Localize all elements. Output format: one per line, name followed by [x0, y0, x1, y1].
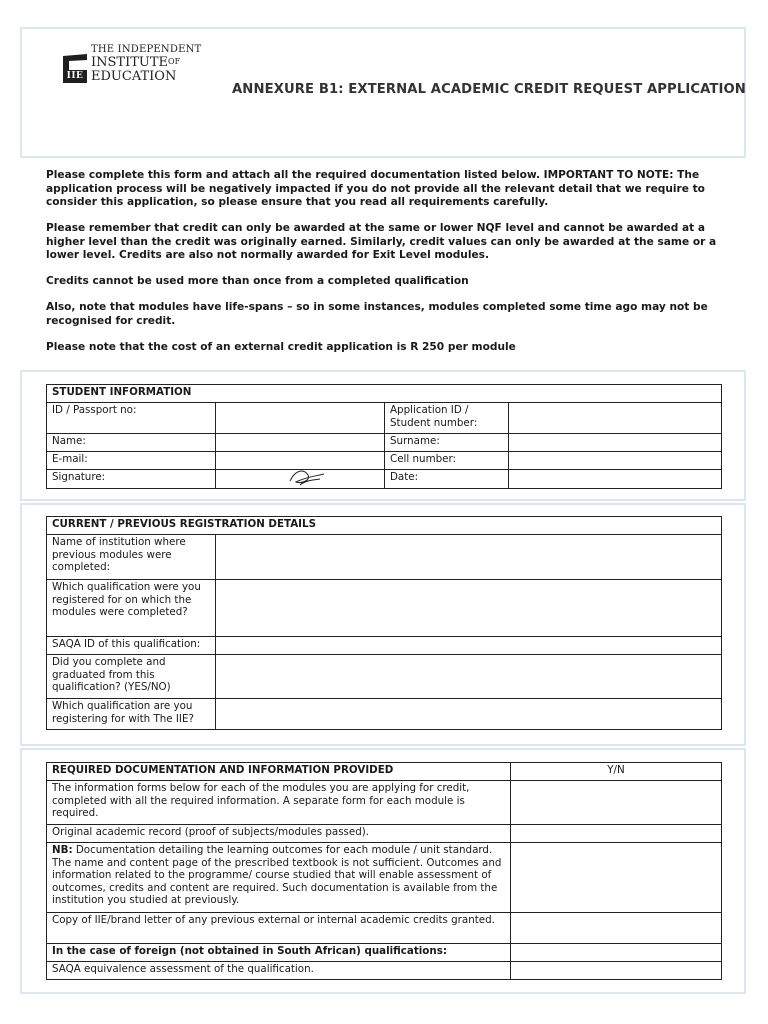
signature-label: Signature:	[47, 470, 216, 489]
application-id-label: Application ID / Student number:	[385, 403, 509, 434]
name-field[interactable]	[216, 434, 385, 452]
logo-institute: INSTITUTE	[91, 55, 169, 70]
doc-saqa-equivalence-yn[interactable]	[511, 962, 722, 980]
doc-academic-record-label: Original academic record (proof of subjects/modules passed).	[47, 825, 511, 843]
name-label: Name:	[47, 434, 216, 452]
registration-details-table	[46, 516, 722, 730]
logo-of: OF	[168, 57, 181, 66]
date-label: Date:	[385, 470, 509, 489]
completed-graduated-field[interactable]	[216, 655, 722, 699]
intro-paragraph-cost: Please note that the cost of an external credit application is R 250 per module	[46, 341, 516, 353]
doc-credits-letter-yn[interactable]	[511, 913, 722, 944]
logo-line-1: THE INDEPENDENT	[91, 44, 202, 55]
page-title: ANNEXURE B1: EXTERNAL ACADEMIC CREDIT REQUEST APPLICATION	[232, 82, 746, 97]
doc-saqa-equivalence-label: SAQA equivalence assessment of the qualification.	[47, 962, 511, 980]
intro-paragraph-lifespan: Also, note that modules have life-spans – so in some instances, modules completed some time ago may not be recognised for credit.	[46, 301, 708, 327]
student-info-table	[46, 384, 722, 489]
application-id-field[interactable]	[509, 403, 722, 434]
id-passport-field[interactable]	[216, 403, 385, 434]
doc-learning-outcomes-label	[47, 843, 511, 913]
iie-qualification-field[interactable]	[216, 699, 722, 730]
email-label: E-mail:	[47, 452, 216, 470]
iie-qualification-label: Which qualification are you registering for with The IIE?	[47, 699, 216, 730]
surname-label: Surname:	[385, 434, 509, 452]
intro-paragraph-important: Please complete this form and attach all the required documentation listed below. IMPORTANT TO NOTE: The application process will be negatively impacted if you do not provide all the relevant detail that we require to consider this application, so please ensure that you read all requirements carefully.	[46, 169, 705, 208]
documentation-heading: REQUIRED DOCUMENTATION AND INFORMATION PROVIDED	[47, 763, 511, 781]
signature-scribble-icon	[286, 470, 328, 488]
signature-field[interactable]	[216, 470, 385, 489]
doc-module-forms-yn[interactable]	[511, 781, 722, 825]
logo-line-2	[91, 56, 201, 69]
doc-module-forms-label: The information forms below for each of the modules you are applying for credit, completed with all the required information. A separate form for each module is required.	[47, 781, 511, 825]
cell-number-label: Cell number:	[385, 452, 509, 470]
doc-academic-record-yn[interactable]	[511, 825, 722, 843]
doc-learning-outcomes-yn[interactable]	[511, 843, 722, 913]
saqa-id-field[interactable]	[216, 637, 722, 655]
intro-paragraph-credits: Credits cannot be used more than once from a completed qualification	[46, 275, 469, 287]
qualification-registered-field[interactable]	[216, 580, 722, 637]
surname-field[interactable]	[509, 434, 722, 452]
yn-heading: Y/N	[511, 763, 722, 781]
doc-credits-letter-label: Copy of IIE/brand letter of any previous external or internal academic credits granted.	[47, 913, 511, 944]
nb-prefix: NB:	[52, 844, 73, 856]
student-info-heading: STUDENT INFORMATION	[47, 385, 722, 403]
institution-label: Name of institution where previous modules were completed:	[47, 535, 216, 580]
logo-line-3: EDUCATION	[91, 69, 177, 84]
saqa-id-label: SAQA ID of this qualification:	[47, 637, 216, 655]
iie-logo	[63, 44, 202, 87]
id-passport-label: ID / Passport no:	[47, 403, 216, 434]
registration-heading: CURRENT / PREVIOUS REGISTRATION DETAILS	[47, 517, 722, 535]
qualification-registered-label: Which qualification were you registered for on which the modules were completed?	[47, 580, 216, 637]
institution-field[interactable]	[216, 535, 722, 580]
logo-mark: IIE	[63, 70, 87, 83]
foreign-qualifications-yn[interactable]	[511, 944, 722, 962]
doc-learning-outcomes-text: Documentation detailing the learning outcomes for each module / unit standard. The name and content page of the prescribed textbook is not sufficient. Outcomes and information related to the programme/ course studied that will enable assessment of outcomes, credits and content are required. Such documentation is available from the institution you studied at previously.	[52, 844, 502, 906]
completed-graduated-label: Did you complete and graduated from this qualification? (YES/NO)	[47, 655, 216, 699]
required-documentation-table	[46, 762, 722, 980]
intro-paragraph-nqf: Please remember that credit can only be awarded at the same or lower NQF level and cannot be awarded at a higher level than the credit was originally earned. Similarly, credit values can only be awarded at the same or a lower level. Credits are also not normally awarded for Exit Level modules.	[46, 222, 717, 261]
email-field[interactable]	[216, 452, 385, 470]
logo-text	[91, 45, 201, 83]
date-field[interactable]	[509, 470, 722, 489]
foreign-qualifications-heading: In the case of foreign (not obtained in South African) qualifications:	[47, 944, 511, 962]
cell-number-field[interactable]	[509, 452, 722, 470]
